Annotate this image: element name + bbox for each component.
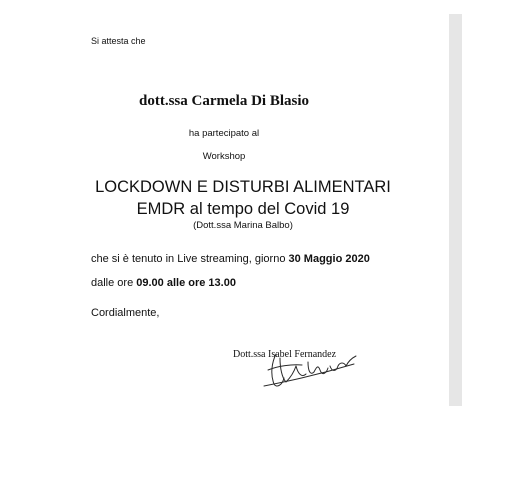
event-hours-prefix: dalle ore: [91, 277, 137, 289]
workshop-title-line2: EMDR al tempo del Covid 19: [136, 200, 350, 218]
handwritten-signature: [258, 348, 358, 392]
event-date: 30 Maggio 2020: [288, 253, 370, 265]
closing-text: Cordialmente,: [91, 307, 160, 319]
recipient-name: dott.ssa Carmela Di Blasio: [139, 93, 309, 109]
document-scrollbar[interactable]: [449, 14, 462, 406]
participated-text: ha partecipato al: [188, 128, 260, 139]
event-type: Workshop: [202, 151, 246, 162]
event-held-line: [91, 253, 370, 265]
intro-text: Si attesta che: [91, 36, 146, 46]
workshop-title-line1: LOCKDOWN E DISTURBI ALIMENTARI: [95, 178, 391, 196]
event-held-prefix: che si è tenuto in Live streaming, giorno: [91, 253, 289, 265]
speaker-name: (Dott.ssa Marina Balbo): [193, 220, 293, 231]
signatory-name: Dott.ssa Isabel Fernandez: [233, 349, 337, 360]
event-hours-line: [91, 277, 236, 289]
event-hours: 09.00 alle ore 13.00: [136, 277, 236, 289]
